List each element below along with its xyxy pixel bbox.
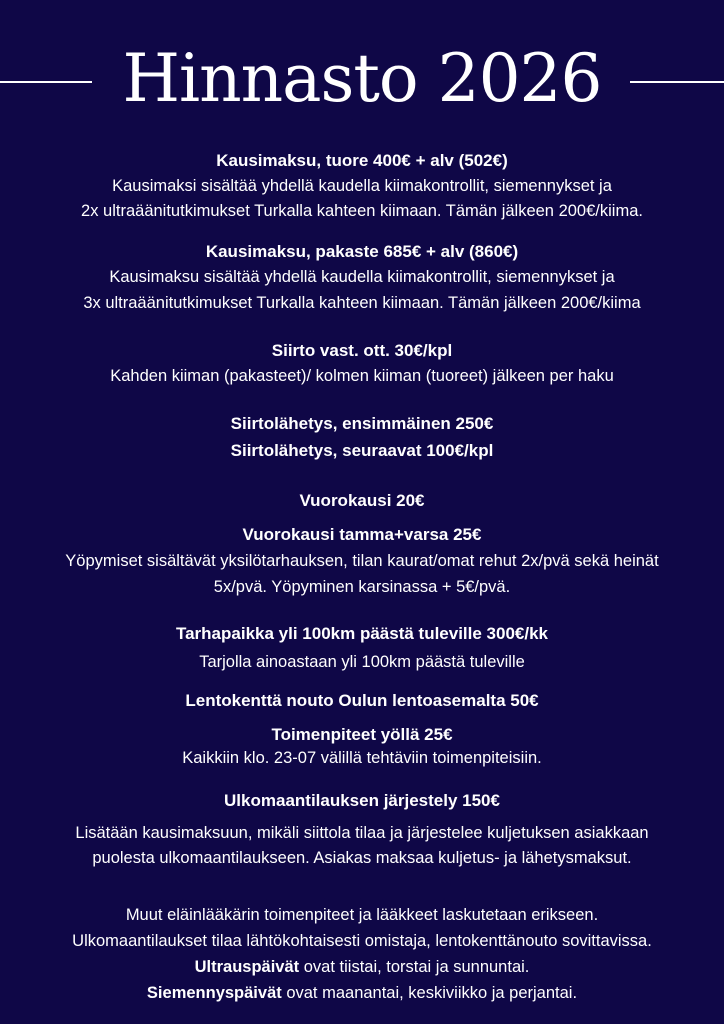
section-line: Lisätään kausimaksuun, mikäli siittola tilaa ja järjestelee kuljetuksen asiakkaan [75,824,649,842]
footer-line: Ulkomaantilaukset tilaa lähtökohtaisesti omistaja, lentokenttänouto sovittavissa. [72,932,652,950]
footer-bold: Ultrauspäivät [194,958,300,976]
footer-bold: Siemennyspäivät [146,984,282,1002]
section-line: Kausimaksi sisältää yhdellä kaudella kiimakontrollit, siemennykset ja [112,177,612,195]
page-title: Hinnasto 2026 [122,40,602,117]
section-line: 5x/pvä. Yöpyminen karsinassa + 5€/pvä. [213,578,511,596]
section-heading: Toimenpiteet yöllä 25€ [271,725,453,744]
footer-text: ovat maanantai, keskiviikko ja perjantai. [281,984,578,1002]
section-heading: Siirto vast. ott. 30€/kpl [271,341,453,360]
section-heading: Siirtolähetys, ensimmäinen 250€ [230,414,494,433]
footer-line [0,956,724,978]
section-heading: Kausimaksu, pakaste 685€ + alv (860€) [205,242,519,261]
title-row [0,34,724,134]
footer-text: ovat tiistai, torstai ja sunnuntai. [299,958,530,976]
section-heading: Vuorokausi 20€ [299,491,425,510]
section-heading: Vuorokausi tamma+varsa 25€ [242,525,482,544]
section-line: 3x ultraäänitutkimukset Turkalla kahteen kiimaan. Tämän jälkeen 200€/kiima [83,294,641,312]
footer-line [0,982,724,1004]
section-line: Yöpymiset sisältävät yksilötarhauksen, tilan kaurat/omat rehut 2x/pvä sekä heinät [65,552,659,570]
title-divider-right [630,81,724,83]
section-heading: Kausimaksu, tuore 400€ + alv (502€) [216,151,508,170]
section-line: Tarjolla ainoastaan yli 100km päästä tuleville [199,653,525,671]
section-line: Kaikkiin klo. 23-07 välillä tehtäviin toimenpiteisiin. [182,749,542,767]
section-heading: Lentokenttä nouto Oulun lentoasemalta 50€ [185,691,539,710]
section-line: puolesta ulkomaantilaukseen. Asiakas maksaa kuljetus- ja lähetysmaksut. [92,849,632,867]
footer-line: Muut eläinlääkärin toimenpiteet ja lääkkeet laskutetaan erikseen. [125,906,599,924]
section-line: 2x ultraäänitutkimukset Turkalla kahteen kiimaan. Tämän jälkeen 200€/kiima. [81,202,643,220]
section-heading: Tarhapaikka yli 100km päästä tuleville 300€/kk [175,624,549,643]
section-heading: Siirtolähetys, seuraavat 100€/kpl [230,441,494,460]
section-line: Kausimaksu sisältää yhdellä kaudella kiimakontrollit, siemennykset ja [109,268,615,286]
section-heading: Ulkomaantilauksen järjestely 150€ [224,791,500,810]
section-line: Kahden kiiman (pakasteet)/ kolmen kiiman (tuoreet) jälkeen per haku [110,367,614,385]
